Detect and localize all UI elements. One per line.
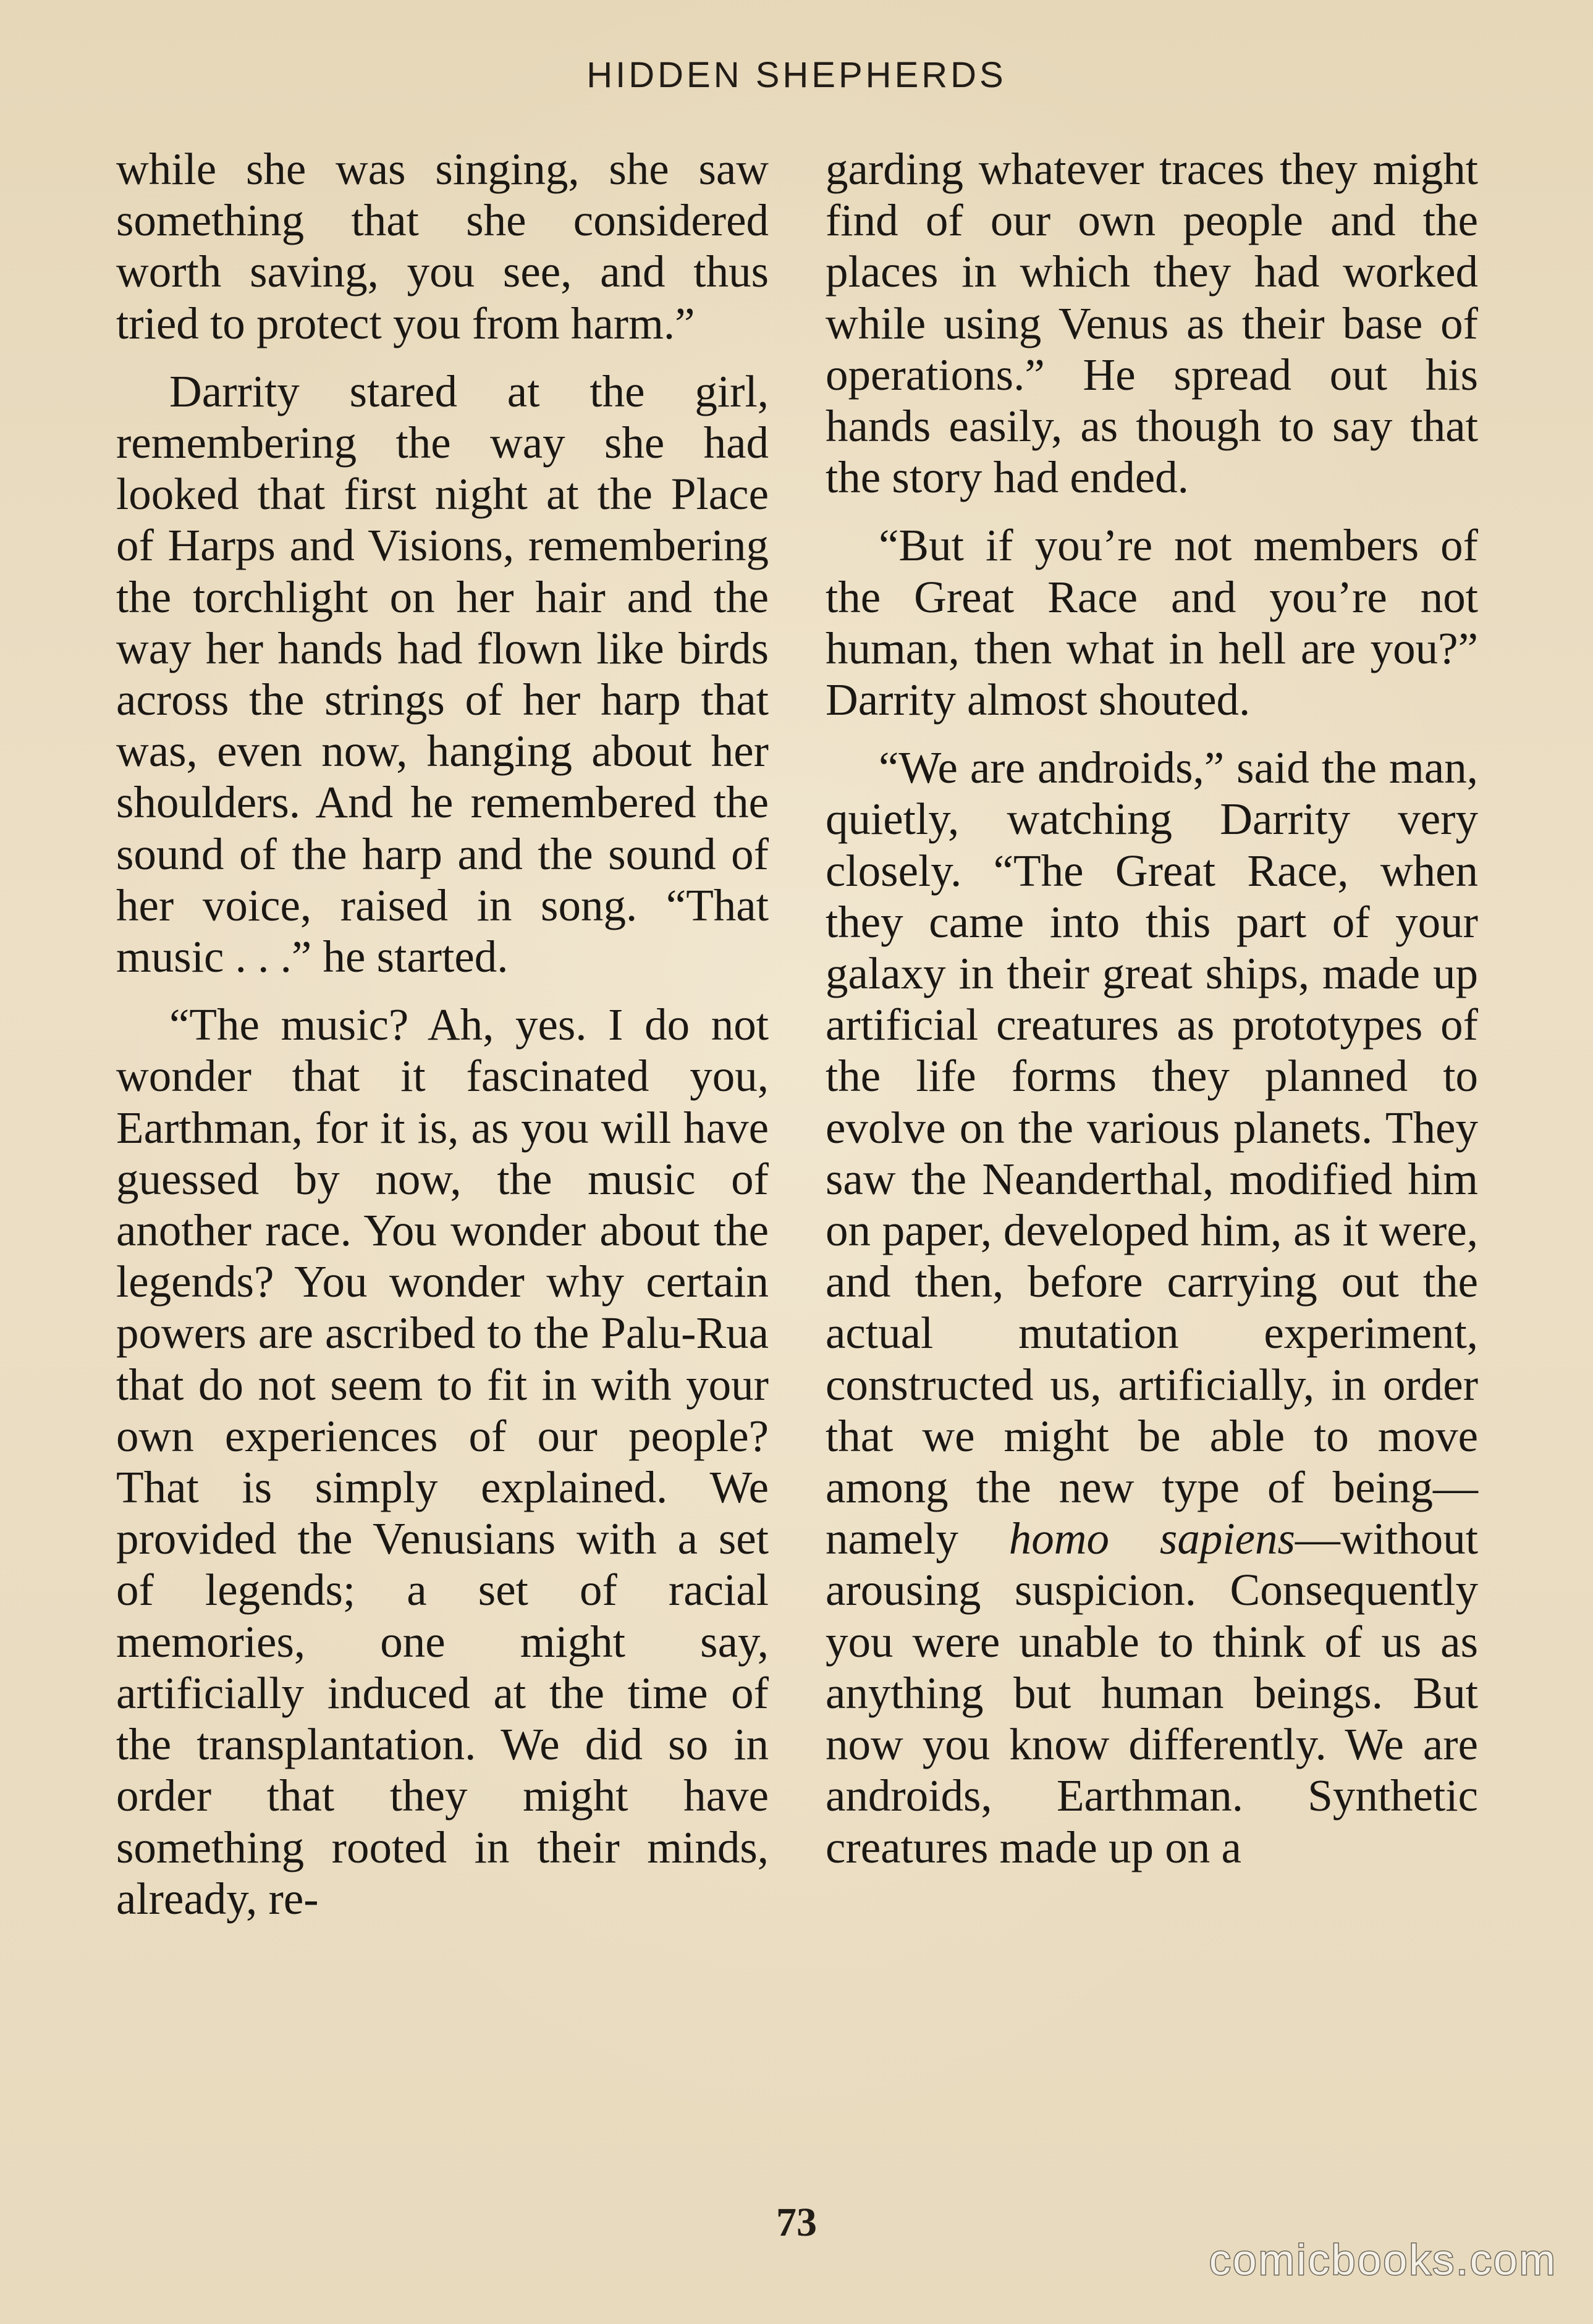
- paragraph: garding whatever traces they might find of our own people and the places in which they had worked while using Venus as their base of operations.” He spread out his hands easily, as though to say that the story had ended.: [826, 144, 1478, 503]
- running-head: HIDDEN SHEPHERDS: [586, 55, 1007, 95]
- paragraph: while she was singing, she saw something that she considered worth saving, you see, and thus tried to protect you from harm.”: [116, 144, 769, 348]
- watermark: comicbooks.com: [1209, 2236, 1557, 2284]
- paragraph-text: —without arousing suspicion. Consequently you were unable to think of us as anything but human beings. But now you know differently. We are androids, Earthman. Synthetic creatures made up on a: [826, 1514, 1478, 1872]
- paragraph-text: “We are androids,” said the man, quietly, watching Darrity very closely. “The Great Race, when they came into this part of your galaxy in their great ships, made up artificial creatures as prototypes of the life forms they planned to evolve on the various planets. They saw the Neanderthal, modified him on paper, developed him, as it were, and then, before carrying out the actual mutation experiment, constructed us, artificially, in order that we might be able to move among the new type of being—namely: [826, 743, 1478, 1564]
- page-number: 73: [776, 2200, 817, 2245]
- left-column: [116, 143, 769, 1941]
- paragraph: “But if you’re not members of the Great Race and you’re not human, then what in hell are you?” Darrity almost shouted.: [826, 520, 1478, 725]
- right-column: [826, 143, 1478, 1890]
- italic-term: homo sapiens: [1008, 1514, 1295, 1564]
- paragraph: “The music? Ah, yes. I do not wonder that it fascinated you, Earthman, for it is, as you will have guessed by now, the music of another race. You wonder about the legends? You wonder why certain powers are ascribed to the Palu-Rua that do not seem to fit in with your own experiences of our people? That is simply explained. We provided the Venusians with a set of legends; a set of racial memories, one might say, artificially induced at the time of the transplantation. We did so in order that they might have something rooted in their minds, already, re-: [116, 1000, 769, 1924]
- paragraph: Darrity stared at the girl, remembering the way she had looked that first night at the Place of Harps and Visions, remembering the torchlight on her hair and the way her hands had flown like birds across the strings of her harp that was, even now, hanging about her shoulders. And he remembered the sound of the harp and the sound of her voice, raised in song. “That music . . .” he started.: [116, 366, 769, 982]
- paragraph: [826, 742, 1478, 1872]
